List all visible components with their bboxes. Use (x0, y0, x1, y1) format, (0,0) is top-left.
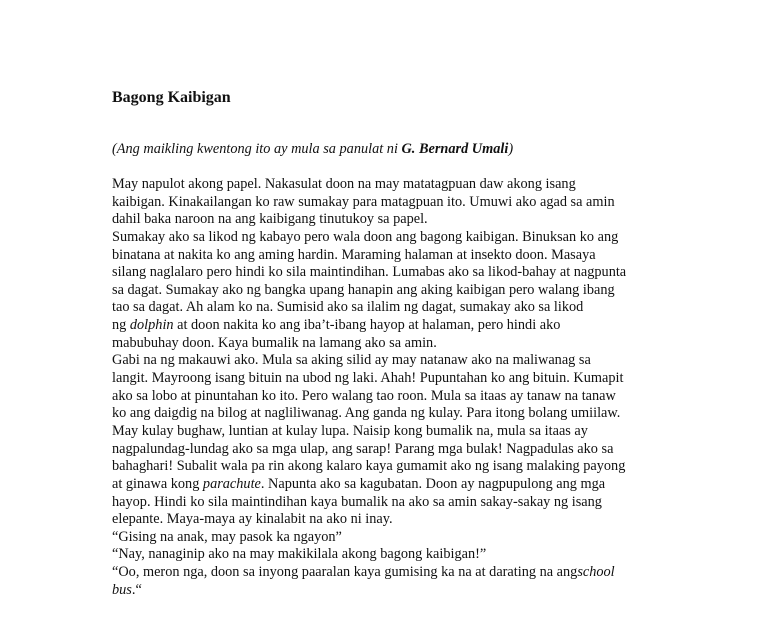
attribution-line (112, 140, 513, 158)
story-line (112, 582, 672, 600)
story-line: binatana at nakita ko ang aming hardin. Maraming halaman at insekto doon. Masaya (112, 246, 596, 263)
story-line: silang naglalaro pero hindi ko sila maintindihan. Lumabas ako sa likod-bahay at nagpunta (112, 264, 627, 281)
story-line-text: .“ (131, 581, 142, 598)
story-body (112, 176, 672, 599)
story-line: dahil baka naroon na ang kaibigang tinutukoy sa papel. (112, 211, 428, 228)
story-line: sa dagat. Sumakay ako ng bangka upang hanapin ang aking kaibigan pero walang ibang (112, 281, 615, 298)
story-line: elepante. Maya-maya ay kinalabit na ako ni inay. (112, 511, 393, 528)
story-line (112, 317, 672, 335)
story-line: mabubuhay doon. Kaya bumalik na lamang ako sa amin. (112, 334, 437, 351)
story-line-emphasis: bus (112, 581, 132, 598)
story-line: May kulay bughaw, luntian at kulay lupa. Naisip kong bumalik na, mula sa itaas ay (112, 422, 588, 439)
attribution-suffix: ) (508, 141, 514, 157)
story-line: Sumakay ako sa likod ng kabayo pero wala doon ang bagong kaibigan. Binuksan ko ang (112, 228, 619, 245)
story-line: bahaghari! Subalit wala pa rin akong kalaro kaya gumamit ako ng isang malaking payong (112, 458, 626, 475)
story-line-emphasis: school (577, 564, 615, 581)
attribution-prefix: (Ang maikling kwentong ito ay mula sa panulat ni (112, 141, 402, 157)
author-name: G. Bernard Umali (401, 141, 509, 157)
story-line-text: “Oo, meron nga, doon sa inyong paaralan kaya gumising ka na at darating na ang (112, 564, 578, 581)
story-line: May napulot akong papel. Nakasulat doon na may matatagpuan daw akong isang (112, 176, 576, 192)
story-line-emphasis: dolphin (129, 317, 174, 334)
story-line: “Nay, nanaginip ako na may makikilala akong bagong kaibigan!” (112, 546, 487, 563)
story-line: “Gising na anak, may pasok ka ngayon” (112, 528, 342, 545)
story-line-text: ng (112, 317, 130, 334)
story-line: hayop. Hindi ko sila maintindihan kaya bumalik na ako sa amin sakay-sakay ng isang (112, 493, 602, 510)
story-line-text: at doon nakita ko ang iba’t-ibang hayop at halaman, pero hindi ako (173, 317, 561, 334)
story-line-text: at ginawa kong (112, 475, 203, 492)
story-line: Gabi na ng makauwi ako. Mula sa aking silid ay may natanaw ako na maliwanag sa (112, 352, 591, 369)
story-line: nagpalundag-lundag ako sa mga ulap, ang sarap! Parang mga bulak! Nagpadulas ako sa (112, 440, 614, 457)
story-line: langit. Mayroong isang bituin na ubod ng laki. Ahah! Pupuntahan ko ang bituin. Kumapit (112, 370, 624, 387)
story-line: tao sa dagat. Ah alam ko na. Sumisid ako sa ilalim ng dagat, sumakay ako sa likod (112, 299, 584, 316)
story-line: ako sa lobo at pinuntahan ko ito. Pero walang tao roon. Mula sa itaas ay tanaw na tanaw (112, 387, 616, 404)
story-line (112, 564, 672, 582)
document-title: Bagong Kaibigan (112, 89, 231, 106)
story-line-text: . Napunta ako sa kagubatan. Doon ay nagpupulong ang mga (260, 475, 606, 492)
story-line: kaibigan. Kinakailangan ko raw sumakay para matagpuan ito. Umuwi ako agad sa amin (112, 193, 615, 210)
story-line: ko ang daigdig na bilog at nagliliwanag. Ang ganda ng kulay. Para itong bolang umiilaw. (112, 405, 621, 422)
story-line-emphasis: parachute (202, 475, 261, 492)
story-line (112, 476, 672, 494)
